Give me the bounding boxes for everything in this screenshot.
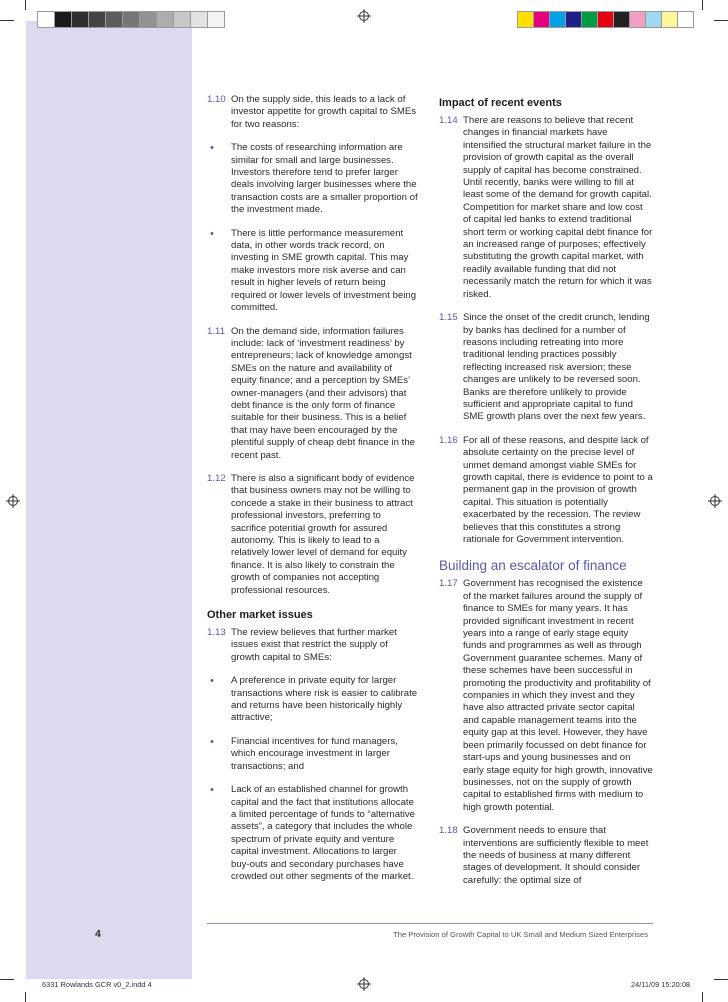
bullet-icon: • [210, 784, 214, 797]
paragraph-number: 1.18 [439, 825, 458, 837]
crop-mark [714, 20, 728, 21]
paragraph-number: 1.15 [439, 312, 458, 324]
swatch [71, 11, 89, 28]
left-text-column [207, 94, 418, 894]
paragraph-text: There is also a significant body of evidence that business owners may not be willing to concede a stake in their business to attract professional investors, preferring to sacrifice potential growth for assured autonomy. This is likely to lead to a relatively lower level of demand for equity finance. It is also likely to constrain the growth of companies not accepting professional resources. [231, 472, 415, 596]
bullet-text: Lack of an established channel for growth capital and the fact that institutions allocate a limited percentage of funds to “alternative assets”, a category that includes the whole spectrum of private equity and venture capital investment. Allocations to larger buy-outs and secondary purchases have crowded out other segments of the market. [231, 784, 415, 882]
swatch [54, 11, 72, 28]
crop-mark [0, 979, 14, 980]
swatch [677, 11, 694, 28]
bullet-item [207, 736, 418, 773]
grayscale-color-bar [37, 11, 224, 28]
paragraph-number: 1.13 [207, 627, 226, 639]
slug-timestamp: 24/11/09 15:20:08 [631, 980, 691, 989]
crop-mark [25, 0, 26, 10]
paragraph-number: 1.16 [439, 434, 458, 446]
swatch [581, 11, 598, 28]
paragraph-number: 1.17 [439, 578, 458, 590]
paragraph-text: Since the onset of the credit crunch, lending by banks has declined for a number of reasons including retreating into more traditional lending practices possibly reflecting increased risk aversion; these changes are unlikely to be reversed soon. Banks are therefore unlikely to provide sufficient and appropriate capital to fund SME growth plans over the next few years. [463, 312, 650, 423]
crop-mark [0, 20, 14, 21]
page-number: 4 [95, 928, 101, 940]
swatch [139, 11, 157, 28]
swatch [645, 11, 662, 28]
crop-mark [702, 992, 703, 1002]
paragraph-1-16 [439, 435, 653, 547]
paragraph-text: There are reasons to believe that recent changes in financial markets have intensified the structural market failure in the provision of growth capital as the overall supply of capital has become constrained. Until recently, banks were willing to fill at least some of the demand for growth capital. Competition for market share and low cost of capital led banks to extend traditional short term or working capital debt finance for an increased range of purposes; effectively substituting the growth capital market, with readily available funding that did not necessarily match the return for which it was risked. [463, 115, 653, 300]
paragraph-text: On the demand side, information failures include: lack of ‘investment readiness’ by entrepreneurs; lack of knowledge amongst SMEs on the nature and availability of equity finance; and a perception by SMEs’ owner-managers (and their advisors) that debt finance is the only form of finance suitable for their business. This is a belief that may have been encouraged by the plentiful supply of cheap debt finance in the recent past. [231, 325, 416, 461]
swatch [207, 11, 225, 28]
paragraph-number: 1.14 [439, 115, 458, 126]
swatch [533, 11, 550, 28]
paragraph-text: For all of these reasons, and despite lack of absolute certainty on the precise level of unmet demand amongst viable SMEs for growth capital, there is evidence to point to a permanent gap in the provision of growth capital. This situation is potentially exacerbated by the recession. The review believes that this constitutes a strong rationale for Government intervention. [463, 434, 653, 545]
swatch [88, 11, 106, 28]
paragraph-1-18 [439, 825, 653, 887]
paragraph-1-14 [439, 115, 653, 301]
bullet-item [207, 784, 418, 883]
right-text-column [439, 88, 653, 898]
registration-mark-icon [708, 494, 722, 508]
paragraph-text: Government has recognised the existence of the market failures around the supply of finance to SMEs for many years. It has provided significant investment in recent years into a range of early stage equity funds and programmes as well as through Government guarantee schemes. Many of these schemes have been successful in promoting the productivity and profitability of companies in which they invest and they have also attracted private sector capital and capable management teams into the equity gap at this level. However, they have been primarily focussed on debt finance for start-ups and young businesses and on early stage equity for high growth, innovative businesses, not on the supply of growth capital to established firms with medium to high growth potential. [463, 578, 653, 813]
swatch [565, 11, 582, 28]
paragraph-1-15 [439, 312, 653, 424]
bullet-text: The costs of researching information are similar for small and large businesses. Investors therefore tend to prefer larger deals involving larger businesses where the transaction costs are a smaller proportion of the investment made. [231, 142, 418, 216]
lavender-sidebar [26, 21, 192, 979]
registration-mark-icon [357, 977, 371, 991]
paragraph-number: 1.12 [207, 472, 226, 484]
paragraph-1-10 [207, 94, 418, 131]
footer-rule [207, 923, 653, 924]
heading-impact-of-recent-events: Impact of recent events [439, 97, 562, 109]
paragraph-1-11 [207, 326, 418, 462]
heading-other-market-issues: Other market issues [207, 609, 313, 622]
bullet-item [207, 142, 418, 216]
paragraph-1-12 [207, 473, 418, 597]
running-footer: The Provision of Growth Capital to UK Small and Medium Sized Enterprises [393, 930, 648, 939]
registration-mark-icon [6, 494, 20, 508]
paragraph-1-13 [207, 627, 418, 664]
bullet-text: There is little performance measurement data, in other words track record, on investing in SME growth capital. This may make investors more risk averse and can result in higher levels of return being required or lower levels of investment being committed. [231, 227, 417, 314]
crop-mark [702, 0, 703, 10]
slug-filename: 6331 Rowlands GCR v0_2.indd 4 [42, 980, 152, 989]
bullet-icon: • [210, 142, 214, 155]
paragraph-1-17 [439, 578, 653, 814]
process-color-bar [517, 11, 693, 28]
bullet-icon: • [210, 735, 214, 748]
crop-mark [25, 992, 26, 1002]
paragraph-number: 1.11 [207, 325, 225, 337]
swatch [629, 11, 646, 28]
swatch [190, 11, 208, 28]
bullet-item [207, 675, 418, 725]
bullet-text: Financial incentives for fund managers, which encourage investment in larger transactions; and [231, 735, 398, 772]
swatch [173, 11, 191, 28]
paragraph-text: Government needs to ensure that interventions are sufficiently flexible to meet the needs of business at many different stages of development. It should consider carefully: the optimal size of [463, 825, 649, 886]
bullet-text: A preference in private equity for larger transactions where risk is easier to calibrate and returns have been historically highly attractive; [231, 675, 418, 724]
swatch [37, 11, 55, 28]
bullet-icon: • [210, 675, 214, 688]
heading-building-an-escalator-of-finance: Building an escalator of finance [439, 558, 627, 574]
paragraph-number: 1.10 [207, 94, 226, 105]
paragraph-text: On the supply side, this leads to a lack of investor appetite for growth capital to SMEs for two reasons: [231, 94, 417, 130]
swatch [549, 11, 566, 28]
bullet-icon: • [210, 227, 214, 240]
swatch [597, 11, 614, 28]
swatch [122, 11, 140, 28]
swatch [661, 11, 678, 28]
swatch [105, 11, 123, 28]
swatch [517, 11, 534, 28]
paragraph-text: The review believes that further market issues exist that restrict the supply of growth capital to SMEs: [231, 627, 397, 663]
swatch [156, 11, 174, 28]
crop-mark [714, 979, 728, 980]
bullet-item [207, 228, 418, 315]
swatch [613, 11, 630, 28]
registration-mark-icon [357, 9, 371, 23]
